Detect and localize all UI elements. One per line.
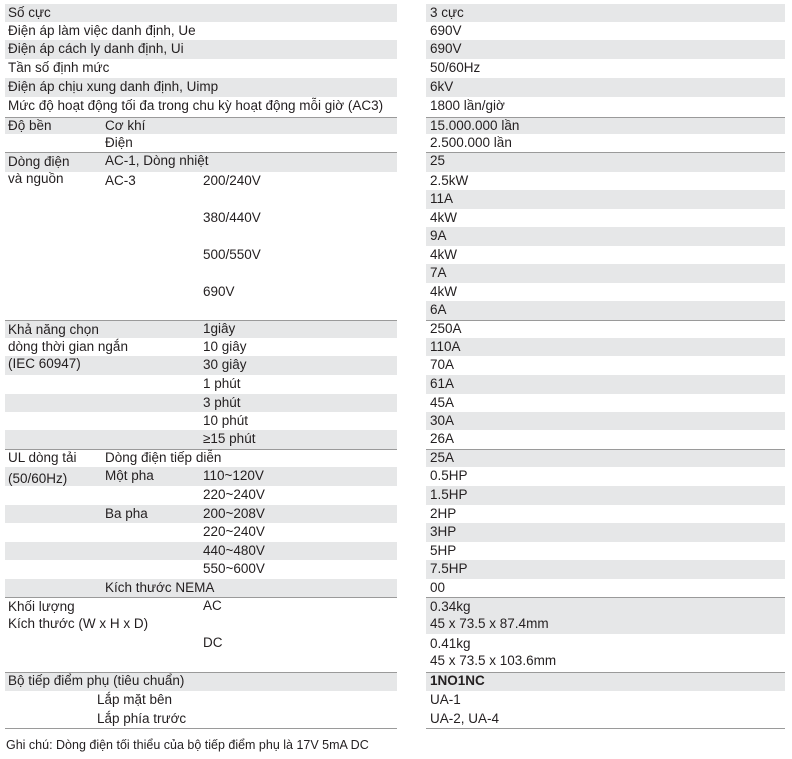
- ul-three-phase-label: Ba pha: [105, 506, 148, 521]
- ul-hp-value: 7.5HP: [430, 561, 468, 576]
- section-divider: [5, 117, 397, 118]
- section-divider: [426, 320, 785, 321]
- row-label: Tần số định mức: [8, 60, 110, 75]
- row-stripe: [426, 4, 785, 22]
- row-value: 50/60Hz: [430, 60, 481, 75]
- ac3-current: 7A: [430, 265, 447, 280]
- durability-value: 15.000.000 lần: [430, 118, 520, 133]
- short-time-duration: 10 giây: [203, 339, 247, 354]
- section-divider: [426, 728, 785, 729]
- weight-dc-value: 0.41kg 45 x 73.5 x 103.6mm: [430, 636, 557, 668]
- short-time-duration: 10 phút: [203, 413, 249, 428]
- aux-front-label: Lắp phía trước: [97, 711, 187, 726]
- ac3-power: 4kW: [430, 210, 457, 225]
- ul-hp-value: 1.5HP: [430, 487, 468, 502]
- ac3-current: 6A: [430, 302, 447, 317]
- ul-label-frequency: (50/60Hz): [8, 471, 68, 486]
- short-time-value: 110A: [430, 339, 461, 354]
- row-value: 3 cực: [430, 5, 464, 20]
- aux-contact-value: 1NO1NC: [430, 673, 485, 688]
- ac1-label: AC-1, Dòng nhiệt: [105, 153, 209, 168]
- row-stripe: [5, 430, 397, 449]
- short-time-value: 70A: [430, 357, 455, 372]
- short-time-label: Khả năng chọn dòng thời gian ngắn (IEC 60947): [8, 322, 128, 371]
- row-value: 690V: [430, 23, 462, 38]
- row-label: Mức độ hoạt động tối đa trong chu kỳ hoạt động mỗi giờ (AC3): [8, 98, 384, 113]
- weight-ac-label: AC: [203, 598, 222, 613]
- ac3-current: 11A: [430, 191, 454, 206]
- row-stripe: [426, 523, 785, 542]
- ul-hp-value: 0.5HP: [430, 468, 468, 483]
- row-value: 1800 lần/giờ: [430, 98, 505, 113]
- row-label: Điện áp làm việc danh định, Ue: [8, 23, 196, 38]
- ac3-power: 4kW: [430, 284, 457, 299]
- short-time-duration: 3 phút: [203, 395, 241, 410]
- section-divider: [426, 152, 785, 153]
- weight-dimension-label: Khối lượng Kích thước (W x H x D): [8, 599, 149, 631]
- durability-value: 2.500.000 lần: [430, 135, 512, 150]
- ul-hp-value: 3HP: [430, 524, 457, 539]
- row-stripe: [426, 301, 785, 320]
- ul-voltage: 550~600V: [203, 561, 265, 576]
- ac3-power: 4kW: [430, 247, 457, 262]
- ul-voltage: 110~120V: [203, 468, 264, 483]
- row-stripe: [426, 412, 785, 430]
- ac3-power: 2.5kW: [430, 173, 469, 188]
- nema-label: Kích thước NEMA: [105, 580, 215, 595]
- ul-voltage: 220~240V: [203, 487, 265, 502]
- ul-label: UL dòng tải: [8, 450, 77, 465]
- row-label: Điện áp chịu xung danh định, Uimp: [8, 79, 219, 94]
- row-stripe: [426, 78, 785, 97]
- nema-value: 00: [430, 580, 446, 595]
- aux-front-value: UA-2, UA-4: [430, 711, 500, 726]
- ac1-value: 25: [430, 153, 446, 168]
- aux-side-value: UA-1: [430, 692, 461, 707]
- ul-single-phase-label: Một pha: [105, 468, 154, 483]
- ac3-label: AC-3: [105, 173, 136, 188]
- ul-voltage: 200~208V: [203, 506, 265, 521]
- row-value: 690V: [430, 41, 462, 56]
- row-stripe: [5, 117, 397, 134]
- weight-ac-value: 0.34kg 45 x 73.5 x 87.4mm: [430, 599, 549, 631]
- short-time-value: 250A: [430, 321, 462, 336]
- row-value: 6kV: [430, 79, 454, 94]
- short-time-value: 45A: [430, 395, 455, 410]
- row-stripe: [5, 4, 397, 22]
- row-label: Số cực: [8, 5, 51, 20]
- row-stripe: [426, 40, 785, 59]
- ac3-voltage: 380/440V: [203, 210, 261, 225]
- durability-type: Điện: [105, 135, 133, 150]
- current-power-label: Dòng điện và nguồn: [8, 154, 70, 186]
- row-stripe: [426, 152, 785, 172]
- durability-label: Độ bền: [8, 118, 52, 133]
- ac3-voltage: 200/240V: [203, 173, 261, 188]
- aux-contact-label: Bộ tiếp điểm phụ (tiêu chuẩn): [8, 673, 185, 688]
- ul-voltage: 220~240V: [203, 524, 265, 539]
- durability-type: Cơ khí: [105, 118, 146, 133]
- ul-current-value: 25A: [430, 450, 455, 465]
- short-time-value: 26A: [430, 431, 455, 446]
- row-stripe: [5, 505, 397, 523]
- weight-dc-label: DC: [203, 635, 223, 650]
- row-stripe: [426, 375, 785, 394]
- short-time-duration: ≥15 phút: [203, 431, 256, 446]
- ac3-voltage: 500/550V: [203, 247, 261, 262]
- row-stripe: [426, 227, 785, 246]
- short-time-duration: 1 phút: [203, 376, 241, 391]
- ul-hp-value: 5HP: [430, 543, 457, 558]
- row-stripe: [426, 560, 785, 579]
- section-divider: [426, 449, 785, 450]
- ac3-voltage: 690V: [203, 284, 235, 299]
- row-stripe: [5, 394, 397, 412]
- row-stripe: [426, 486, 785, 505]
- row-stripe: [426, 449, 785, 467]
- row-label: Điện áp cách ly danh định, Ui: [8, 41, 184, 56]
- short-time-duration: 30 giây: [203, 357, 247, 372]
- short-time-value: 30A: [430, 413, 455, 428]
- row-stripe: [426, 338, 785, 356]
- ul-voltage: 440~480V: [203, 543, 265, 558]
- row-stripe: [426, 190, 785, 209]
- section-divider: [5, 728, 397, 729]
- footnote: Ghi chú: Dòng điện tối thiểu của bộ tiếp điểm phụ là 17V 5mA DC: [6, 738, 369, 752]
- ac3-current: 9A: [430, 228, 447, 243]
- row-stripe: [5, 542, 397, 560]
- ul-current-label: Dòng điện tiếp diễn: [105, 450, 222, 465]
- short-time-value: 61A: [430, 376, 455, 391]
- row-stripe: [426, 264, 785, 283]
- ul-hp-value: 2HP: [430, 506, 457, 521]
- aux-side-label: Lắp mặt bên: [97, 692, 173, 707]
- short-time-duration: 1giây: [203, 321, 236, 336]
